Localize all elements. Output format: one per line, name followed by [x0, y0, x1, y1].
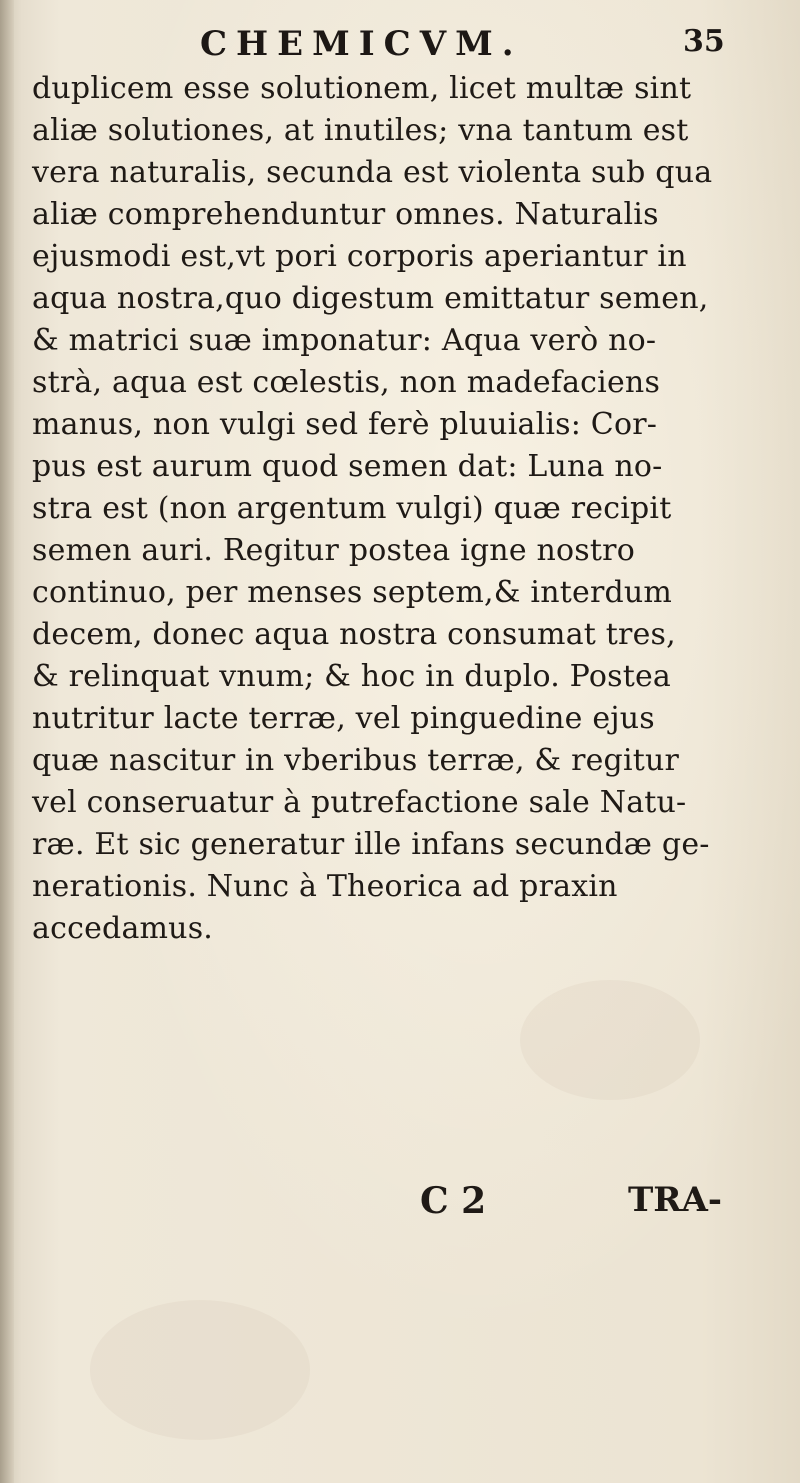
text-line: ræ. Et sic generatur ille infans secundæ ge-	[32, 827, 710, 862]
text-line: semen auri. Regitur postea igne nostro	[32, 533, 635, 568]
binding-gutter	[0, 0, 14, 1483]
signature-mark: C 2	[420, 1180, 487, 1222]
text-line: stra est (non argentum vulgi) quæ recipit	[32, 491, 672, 526]
text-line: strà, aqua est cœlestis, non madefaciens	[32, 365, 661, 400]
running-title: CHEMICVM.	[200, 24, 523, 64]
text-line: quæ nascitur in vberibus terræ, & regitur	[32, 743, 680, 778]
text-line: ejusmodi est,vt pori corporis aperiantur in	[32, 239, 687, 274]
text-line: manus, non vulgi sed ferè pluuialis: Cor-	[32, 407, 658, 442]
text-line: aqua nostra,quo digestum emittatur semen,	[32, 281, 709, 316]
text-line: vel conseruatur à putrefactione sale Natu-	[32, 785, 687, 820]
page-number: 35	[683, 24, 725, 59]
page-footer	[0, 1172, 800, 1232]
text-line: duplicem esse solutionem, licet multæ sint	[32, 71, 692, 106]
page-header	[0, 20, 800, 70]
text-line: aliæ comprehenduntur omnes. Naturalis	[32, 197, 659, 232]
text-line: & matrici suæ imponatur: Aqua verò no-	[32, 323, 657, 358]
body-text	[32, 68, 800, 950]
text-line: decem, donec aqua nostra consumat tres,	[32, 617, 676, 652]
text-line: aliæ solutiones, at inutiles; vna tantum est	[32, 113, 689, 148]
paper-stain	[90, 1300, 310, 1440]
text-line: nutritur lacte terræ, vel pinguedine ejus	[32, 701, 655, 736]
text-line: nerationis. Nunc à Theorica ad praxin	[32, 869, 618, 904]
catchword: TRA-	[628, 1180, 723, 1220]
text-line: pus est aurum quod semen dat: Luna no-	[32, 449, 663, 484]
text-line: accedamus.	[32, 911, 214, 946]
text-line: vera naturalis, secunda est violenta sub qua	[32, 155, 713, 190]
text-line: & relinquat vnum; & hoc in duplo. Postea	[32, 659, 671, 694]
paper-stain	[520, 980, 700, 1100]
text-line: continuo, per menses septem,& interdum	[32, 575, 673, 610]
